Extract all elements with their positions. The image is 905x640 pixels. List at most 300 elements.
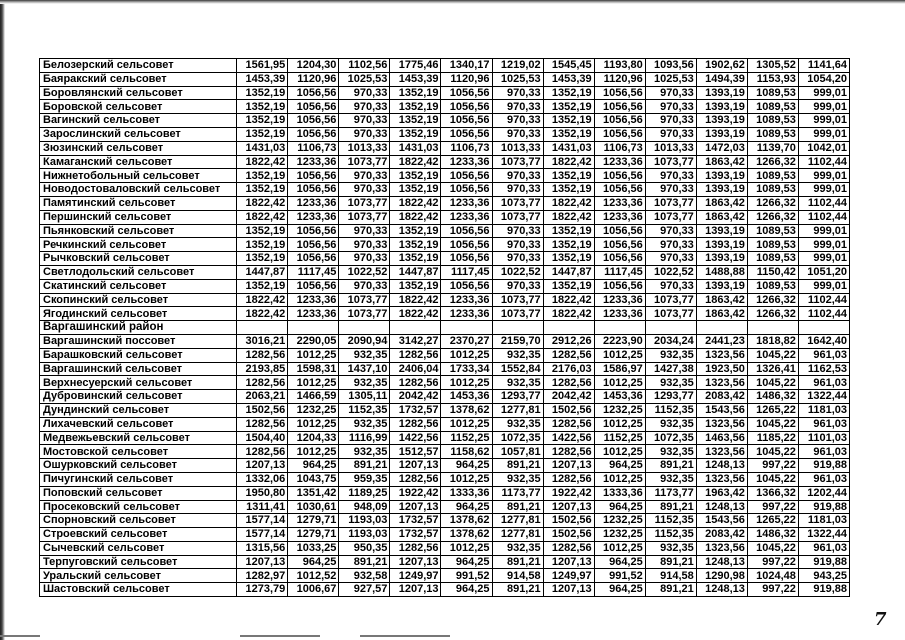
value-cell: 1902,62 <box>696 59 747 73</box>
value-cell: 1056,56 <box>288 127 339 141</box>
value-cell: 1233,36 <box>594 210 645 224</box>
table-row <box>40 472 850 486</box>
value-cell: 1577,14 <box>237 514 288 528</box>
value-cell: 1207,13 <box>237 555 288 569</box>
value-cell: 1822,42 <box>543 307 594 321</box>
value-cell: 891,21 <box>645 459 696 473</box>
value-cell: 1332,06 <box>237 472 288 486</box>
value-cell <box>543 321 594 335</box>
value-cell: 932,35 <box>492 417 543 431</box>
value-cell: 932,35 <box>339 348 390 362</box>
value-cell: 2406,04 <box>390 362 441 376</box>
municipality-name: Речкинский сельсовет <box>40 238 237 252</box>
value-cell: 997,22 <box>747 583 798 597</box>
value-cell: 1822,42 <box>543 155 594 169</box>
value-cell: 1266,32 <box>747 196 798 210</box>
value-cell <box>594 321 645 335</box>
value-cell: 970,33 <box>645 100 696 114</box>
value-cell: 1056,56 <box>594 279 645 293</box>
value-cell: 1233,36 <box>594 293 645 307</box>
value-cell: 1233,36 <box>441 155 492 169</box>
value-cell: 970,33 <box>492 224 543 238</box>
value-cell: 1504,40 <box>237 431 288 445</box>
value-cell: 1207,13 <box>237 459 288 473</box>
value-cell: 1393,19 <box>696 224 747 238</box>
value-cell: 1265,22 <box>747 403 798 417</box>
value-cell: 1045,22 <box>747 541 798 555</box>
value-cell: 964,25 <box>594 583 645 597</box>
value-cell: 999,01 <box>798 169 849 183</box>
value-cell: 1732,57 <box>390 403 441 417</box>
value-cell: 932,35 <box>645 472 696 486</box>
value-cell: 1351,42 <box>288 486 339 500</box>
value-cell: 1233,36 <box>288 155 339 169</box>
value-cell: 932,35 <box>492 376 543 390</box>
value-cell: 970,33 <box>339 100 390 114</box>
value-cell: 1733,34 <box>441 362 492 376</box>
municipality-name: Зарослинский сельсовет <box>40 127 237 141</box>
value-cell: 948,09 <box>339 500 390 514</box>
value-cell: 891,21 <box>339 555 390 569</box>
value-cell: 1502,56 <box>543 528 594 542</box>
value-cell: 1333,36 <box>594 486 645 500</box>
value-cell <box>237 321 288 335</box>
value-cell: 891,21 <box>492 583 543 597</box>
value-cell: 1352,19 <box>390 127 441 141</box>
value-cell: 1732,57 <box>390 514 441 528</box>
table-row <box>40 362 850 376</box>
value-cell: 891,21 <box>645 500 696 514</box>
table-row <box>40 486 850 500</box>
value-cell: 1012,25 <box>594 472 645 486</box>
value-cell: 1277,81 <box>492 528 543 542</box>
value-cell: 1422,56 <box>390 431 441 445</box>
table-row <box>40 431 850 445</box>
value-cell: 1012,25 <box>288 376 339 390</box>
value-cell: 932,35 <box>645 541 696 555</box>
value-cell: 1822,42 <box>390 293 441 307</box>
value-cell: 1233,36 <box>594 155 645 169</box>
value-cell: 1056,56 <box>288 252 339 266</box>
value-cell: 1012,25 <box>594 417 645 431</box>
value-cell: 1073,77 <box>339 293 390 307</box>
table-row <box>40 334 850 348</box>
value-cell: 999,01 <box>798 279 849 293</box>
municipality-name: Строевский сельсовет <box>40 528 237 542</box>
value-cell: 1051,20 <box>798 265 849 279</box>
value-cell: 970,33 <box>645 252 696 266</box>
value-cell: 1106,73 <box>288 141 339 155</box>
municipality-name: Лихачевский сельсовет <box>40 417 237 431</box>
table-row <box>40 307 850 321</box>
value-cell: 1089,53 <box>747 252 798 266</box>
value-cell: 1013,33 <box>492 141 543 155</box>
value-cell: 1282,56 <box>543 541 594 555</box>
value-cell: 1323,56 <box>696 541 747 555</box>
value-cell: 1233,36 <box>441 196 492 210</box>
value-cell: 1022,52 <box>339 265 390 279</box>
municipality-name: Светлодольский сельсовет <box>40 265 237 279</box>
value-cell: 970,33 <box>492 169 543 183</box>
value-cell: 1120,96 <box>441 72 492 86</box>
value-cell: 970,33 <box>492 100 543 114</box>
table-row <box>40 169 850 183</box>
value-cell: 1393,19 <box>696 86 747 100</box>
municipality-name: Рычковский сельсовет <box>40 252 237 266</box>
value-cell: 999,01 <box>798 114 849 128</box>
value-cell: 970,33 <box>492 114 543 128</box>
municipality-name: Дубровинский сельсовет <box>40 390 237 404</box>
value-cell: 1822,42 <box>237 155 288 169</box>
value-cell: 1102,44 <box>798 196 849 210</box>
municipality-name: Нижнетобольный сельсовет <box>40 169 237 183</box>
value-cell: 1193,03 <box>339 528 390 542</box>
value-cell: 970,33 <box>339 224 390 238</box>
value-cell: 1290,98 <box>696 569 747 583</box>
value-cell: 1279,71 <box>288 514 339 528</box>
value-cell: 1073,77 <box>645 196 696 210</box>
value-cell: 1863,42 <box>696 293 747 307</box>
value-cell: 914,58 <box>492 569 543 583</box>
value-cell: 1266,32 <box>747 293 798 307</box>
value-cell: 1089,53 <box>747 169 798 183</box>
value-cell: 1352,19 <box>390 252 441 266</box>
value-cell: 1447,87 <box>543 265 594 279</box>
value-cell: 1025,53 <box>492 72 543 86</box>
value-cell: 1352,19 <box>390 86 441 100</box>
value-cell: 1282,56 <box>237 376 288 390</box>
value-cell: 1393,19 <box>696 127 747 141</box>
value-cell: 1207,13 <box>543 500 594 514</box>
table-row <box>40 583 850 597</box>
value-cell: 1352,19 <box>543 86 594 100</box>
value-cell: 1282,56 <box>390 348 441 362</box>
value-cell: 1273,79 <box>237 583 288 597</box>
value-cell: 1248,13 <box>696 583 747 597</box>
value-cell: 1422,56 <box>543 431 594 445</box>
municipality-name: Памятинский сельсовет <box>40 196 237 210</box>
value-cell: 1173,77 <box>492 486 543 500</box>
value-cell: 1185,22 <box>747 431 798 445</box>
value-cell: 1045,22 <box>747 445 798 459</box>
value-cell: 970,33 <box>339 252 390 266</box>
value-cell: 1162,53 <box>798 362 849 376</box>
value-cell: 1101,03 <box>798 431 849 445</box>
municipality-name: Медвежьевский сельсовет <box>40 431 237 445</box>
value-cell: 1427,38 <box>645 362 696 376</box>
value-cell: 1863,42 <box>696 196 747 210</box>
value-cell: 1158,62 <box>441 445 492 459</box>
value-cell: 1116,99 <box>339 431 390 445</box>
value-cell: 1822,42 <box>543 293 594 307</box>
value-cell: 961,03 <box>798 541 849 555</box>
value-cell: 1378,62 <box>441 514 492 528</box>
value-cell: 1117,45 <box>288 265 339 279</box>
value-cell: 1502,56 <box>543 514 594 528</box>
value-cell: 1323,56 <box>696 348 747 362</box>
value-cell <box>747 321 798 335</box>
value-cell: 1117,45 <box>594 265 645 279</box>
value-cell: 1366,32 <box>747 486 798 500</box>
value-cell: 970,33 <box>339 127 390 141</box>
value-cell: 1282,56 <box>237 417 288 431</box>
value-cell: 1950,80 <box>237 486 288 500</box>
value-cell: 1072,35 <box>645 431 696 445</box>
value-cell: 919,88 <box>798 583 849 597</box>
value-cell: 1106,73 <box>441 141 492 155</box>
value-cell: 970,33 <box>645 183 696 197</box>
value-cell: 1282,56 <box>390 376 441 390</box>
value-cell: 1352,19 <box>543 279 594 293</box>
value-cell: 1282,97 <box>237 569 288 583</box>
value-cell: 932,35 <box>645 348 696 362</box>
value-cell: 970,33 <box>645 238 696 252</box>
value-cell: 1248,13 <box>696 555 747 569</box>
value-cell: 1472,03 <box>696 141 747 155</box>
value-cell: 1431,03 <box>237 141 288 155</box>
value-cell: 1352,19 <box>543 183 594 197</box>
value-cell: 1150,42 <box>747 265 798 279</box>
table-body <box>40 59 850 597</box>
value-cell: 2042,42 <box>543 390 594 404</box>
value-cell: 1352,19 <box>390 279 441 293</box>
value-cell: 1822,42 <box>543 210 594 224</box>
value-cell: 1056,56 <box>594 238 645 252</box>
value-cell: 1141,64 <box>798 59 849 73</box>
value-cell: 1152,25 <box>594 431 645 445</box>
value-cell: 1042,01 <box>798 141 849 155</box>
value-cell: 964,25 <box>441 459 492 473</box>
value-cell: 1352,19 <box>543 238 594 252</box>
value-cell: 1323,56 <box>696 417 747 431</box>
value-cell: 991,52 <box>441 569 492 583</box>
value-cell: 1543,56 <box>696 403 747 417</box>
value-cell: 1305,52 <box>747 59 798 73</box>
table-row <box>40 86 850 100</box>
value-cell: 1022,52 <box>645 265 696 279</box>
value-cell: 1056,56 <box>594 224 645 238</box>
value-cell: 1282,56 <box>543 472 594 486</box>
value-cell: 1322,44 <box>798 528 849 542</box>
value-cell: 1502,56 <box>543 403 594 417</box>
table-row <box>40 541 850 555</box>
value-cell <box>441 321 492 335</box>
value-cell: 2370,27 <box>441 334 492 348</box>
value-cell: 1378,62 <box>441 403 492 417</box>
value-cell: 1545,45 <box>543 59 594 73</box>
value-cell: 1822,42 <box>237 293 288 307</box>
value-cell <box>339 321 390 335</box>
value-cell: 2441,23 <box>696 334 747 348</box>
value-cell: 1586,97 <box>594 362 645 376</box>
value-cell: 1056,56 <box>441 169 492 183</box>
municipality-name: Просековский сельсовет <box>40 500 237 514</box>
municipality-name: Уральский сельсовет <box>40 569 237 583</box>
value-cell: 961,03 <box>798 348 849 362</box>
value-cell: 1393,19 <box>696 100 747 114</box>
municipality-name: Спорновский сельсовет <box>40 514 237 528</box>
value-cell: 1012,25 <box>441 541 492 555</box>
value-cell: 970,33 <box>339 183 390 197</box>
value-cell: 919,88 <box>798 555 849 569</box>
municipality-name: Новодостоваловский сельсовет <box>40 183 237 197</box>
value-cell: 1089,53 <box>747 127 798 141</box>
value-cell: 1282,56 <box>390 472 441 486</box>
value-cell: 2090,94 <box>339 334 390 348</box>
municipality-name: Ошурковский сельсовет <box>40 459 237 473</box>
value-cell <box>645 321 696 335</box>
value-cell: 1233,36 <box>594 196 645 210</box>
value-cell: 1006,67 <box>288 583 339 597</box>
value-cell: 961,03 <box>798 417 849 431</box>
municipality-name: Ягодинский сельсовет <box>40 307 237 321</box>
value-cell: 1863,42 <box>696 307 747 321</box>
value-cell: 1352,19 <box>237 100 288 114</box>
value-cell: 1282,56 <box>543 445 594 459</box>
value-cell: 999,01 <box>798 100 849 114</box>
value-cell: 970,33 <box>492 183 543 197</box>
value-cell: 1073,77 <box>492 307 543 321</box>
value-cell: 1248,13 <box>696 500 747 514</box>
value-cell: 1012,25 <box>441 472 492 486</box>
value-cell: 970,33 <box>492 86 543 100</box>
value-cell: 1922,42 <box>543 486 594 500</box>
value-cell: 891,21 <box>492 555 543 569</box>
value-cell: 1045,22 <box>747 376 798 390</box>
value-cell: 1054,20 <box>798 72 849 86</box>
value-cell: 1056,56 <box>594 86 645 100</box>
value-cell: 1089,53 <box>747 86 798 100</box>
value-cell: 1152,25 <box>441 431 492 445</box>
value-cell: 1152,35 <box>645 528 696 542</box>
value-cell: 1102,56 <box>339 59 390 73</box>
value-cell: 1233,36 <box>288 196 339 210</box>
table-row <box>40 252 850 266</box>
value-cell: 964,25 <box>288 459 339 473</box>
value-cell: 1073,77 <box>645 155 696 169</box>
value-cell: 961,03 <box>798 472 849 486</box>
value-cell: 943,25 <box>798 569 849 583</box>
value-cell: 919,88 <box>798 500 849 514</box>
value-cell: 2083,42 <box>696 390 747 404</box>
value-cell: 1431,03 <box>390 141 441 155</box>
value-cell: 1923,50 <box>696 362 747 376</box>
value-cell: 970,33 <box>645 279 696 293</box>
municipality-name: Сычевский сельсовет <box>40 541 237 555</box>
value-cell: 932,35 <box>339 376 390 390</box>
value-cell: 970,33 <box>339 279 390 293</box>
value-cell: 1502,56 <box>237 403 288 417</box>
value-cell: 1012,25 <box>441 417 492 431</box>
value-cell: 1323,56 <box>696 445 747 459</box>
table-row <box>40 210 850 224</box>
value-cell: 1012,25 <box>441 376 492 390</box>
value-cell: 891,21 <box>492 459 543 473</box>
value-cell: 1204,30 <box>288 59 339 73</box>
value-cell: 964,25 <box>594 500 645 514</box>
table-row <box>40 279 850 293</box>
value-cell: 959,35 <box>339 472 390 486</box>
value-cell: 1152,35 <box>645 514 696 528</box>
value-cell: 1207,13 <box>390 583 441 597</box>
table-row <box>40 141 850 155</box>
value-cell: 970,33 <box>492 252 543 266</box>
table-row <box>40 114 850 128</box>
value-cell: 1102,44 <box>798 210 849 224</box>
table-row <box>40 100 850 114</box>
value-cell: 1207,13 <box>543 555 594 569</box>
value-cell: 1352,19 <box>543 114 594 128</box>
value-cell: 1732,57 <box>390 528 441 542</box>
value-cell: 1248,13 <box>696 459 747 473</box>
table-row <box>40 390 850 404</box>
value-cell: 1453,39 <box>390 72 441 86</box>
value-cell: 1922,42 <box>390 486 441 500</box>
value-cell: 932,35 <box>645 445 696 459</box>
value-cell: 914,58 <box>645 569 696 583</box>
municipality-name: Барашковский сельсовет <box>40 348 237 362</box>
value-cell: 970,33 <box>339 238 390 252</box>
table-row <box>40 417 850 431</box>
value-cell: 932,35 <box>645 417 696 431</box>
value-cell: 3016,21 <box>237 334 288 348</box>
value-cell: 1207,13 <box>543 583 594 597</box>
value-cell: 1056,56 <box>441 279 492 293</box>
value-cell: 1056,56 <box>441 100 492 114</box>
section-header-row <box>40 321 850 335</box>
value-cell: 1282,56 <box>390 417 441 431</box>
value-cell: 2290,05 <box>288 334 339 348</box>
value-cell: 1073,77 <box>339 155 390 169</box>
value-cell: 1512,57 <box>390 445 441 459</box>
value-cell: 1073,77 <box>492 155 543 169</box>
value-cell: 999,01 <box>798 224 849 238</box>
value-cell: 2912,26 <box>543 334 594 348</box>
value-cell: 1822,42 <box>543 196 594 210</box>
value-cell: 1106,73 <box>594 141 645 155</box>
value-cell: 1193,80 <box>594 59 645 73</box>
value-cell: 964,25 <box>288 555 339 569</box>
value-cell: 1056,56 <box>441 252 492 266</box>
value-cell: 1012,25 <box>594 445 645 459</box>
value-cell: 891,21 <box>492 500 543 514</box>
value-cell: 1266,32 <box>747 210 798 224</box>
value-cell: 1189,25 <box>339 486 390 500</box>
value-cell: 1152,35 <box>339 403 390 417</box>
value-cell: 970,33 <box>645 224 696 238</box>
value-cell: 1822,42 <box>237 210 288 224</box>
value-cell: 1025,53 <box>339 72 390 86</box>
municipality-name: Вагинский сельсовет <box>40 114 237 128</box>
scan-edge-left <box>0 0 5 640</box>
value-cell: 970,33 <box>492 238 543 252</box>
value-cell: 1181,03 <box>798 514 849 528</box>
value-cell: 1282,56 <box>543 376 594 390</box>
table-row <box>40 293 850 307</box>
value-cell: 1045,22 <box>747 472 798 486</box>
value-cell: 1453,36 <box>594 390 645 404</box>
value-cell: 1012,25 <box>441 348 492 362</box>
value-cell: 1073,77 <box>339 307 390 321</box>
value-cell: 1352,19 <box>390 224 441 238</box>
scan-edge-bottom <box>0 633 905 640</box>
value-cell: 1352,19 <box>237 224 288 238</box>
value-cell: 1822,42 <box>390 155 441 169</box>
value-cell: 1089,53 <box>747 183 798 197</box>
table-row <box>40 265 850 279</box>
municipality-name: Терпуговский сельсовет <box>40 555 237 569</box>
table-row <box>40 500 850 514</box>
